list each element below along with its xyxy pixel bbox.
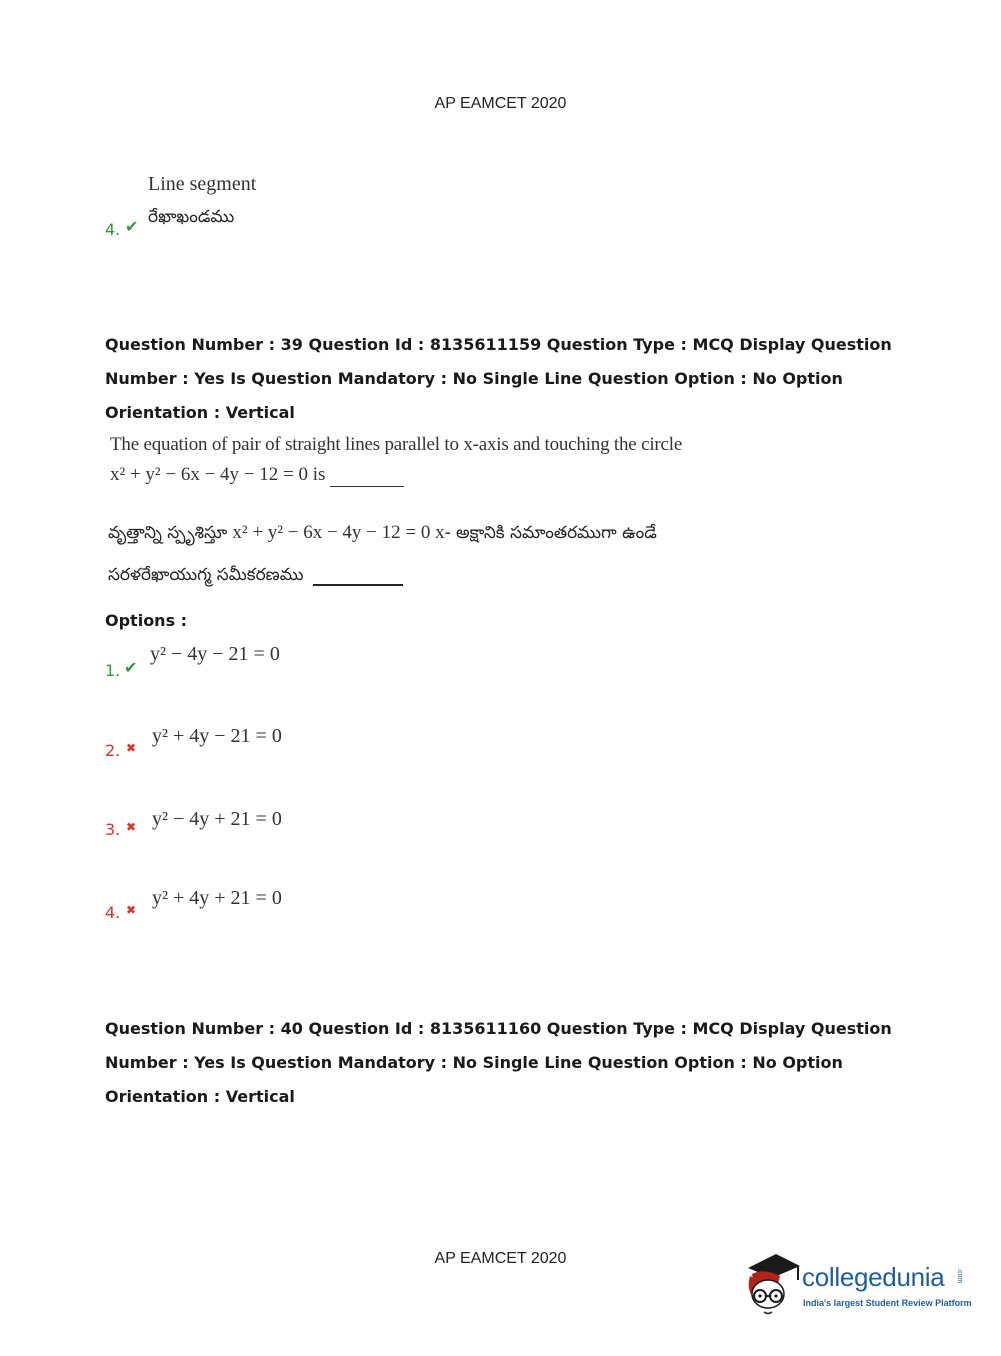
mascot-icon [740,1250,802,1316]
page-footer: AP EAMCET 2020 [434,1250,567,1267]
collegedunia-logo [740,1250,970,1320]
check-icon: ✔ [124,658,138,677]
logo-tagline: India's largest Student Review Platform [803,1298,972,1308]
check-icon: ✔ [125,217,139,236]
logo-brand-text: collegedunia [802,1262,945,1292]
q39-meta-line2: Number : Yes Is Question Mandatory : No Single Line Question Option : No Option [105,369,843,388]
q39-telugu-pre: వృత్తాన్ని స్పృశిస్తూ [108,523,228,543]
q39-telugu-line2-text: సరళరేఖాయుగ్మ సమీకరణము [108,565,304,585]
q39-telugu-post: అక్షానికి సమాంతరముగా ఉండే [456,523,657,543]
option-2-expression: y² + 4y − 21 = 0 [152,725,282,747]
q39-telugu-equation: x² + y² − 6x − 4y − 12 = 0 x- [232,522,451,543]
q39-telugu-line2 [108,565,403,589]
q39-english-line2 [110,464,404,487]
logo-suffix: .com [956,1268,963,1284]
prev-option-english: Line segment [148,173,257,195]
answer-blank [330,464,404,487]
options-label: Options : [105,611,188,630]
option-1-number: 1. [105,661,121,680]
answer-blank-telugu [313,565,403,586]
option-4-number: 4. [105,903,121,922]
q40-metadata [105,1012,905,1114]
q40-meta-line2: Number : Yes Is Question Mandatory : No Single Line Question Option : No Option [105,1053,843,1072]
cross-icon: ✖ [126,741,137,755]
option-3-expression: y² − 4y + 21 = 0 [152,808,282,830]
page-header: AP EAMCET 2020 [434,95,567,112]
q39-telugu-line1 [108,522,657,547]
option-2-number: 2. [105,741,121,760]
prev-option-number: 4. [105,220,121,239]
q40-meta-line3: Orientation : Vertical [105,1087,295,1106]
q39-meta-line1: Question Number : 39 Question Id : 8135611159 Question Type : MCQ Display Question [105,335,892,354]
prev-option-telugu: రేఖాఖండము [148,207,235,227]
q39-equation: x² + y² − 6x − 4y − 12 = 0 is [110,464,326,485]
q40-meta-line1: Question Number : 40 Question Id : 8135611160 Question Type : MCQ Display Question [105,1019,892,1038]
q39-english-line1: The equation of pair of straight lines parallel to x-axis and touching the circle [110,434,683,455]
cross-icon: ✖ [126,903,137,917]
option-1-expression: y² − 4y − 21 = 0 [150,643,280,665]
q39-metadata [105,328,905,430]
option-4-expression: y² + 4y + 21 = 0 [152,887,282,909]
option-3-number: 3. [105,820,121,839]
cross-icon: ✖ [126,820,137,834]
q39-meta-line3: Orientation : Vertical [105,403,295,422]
